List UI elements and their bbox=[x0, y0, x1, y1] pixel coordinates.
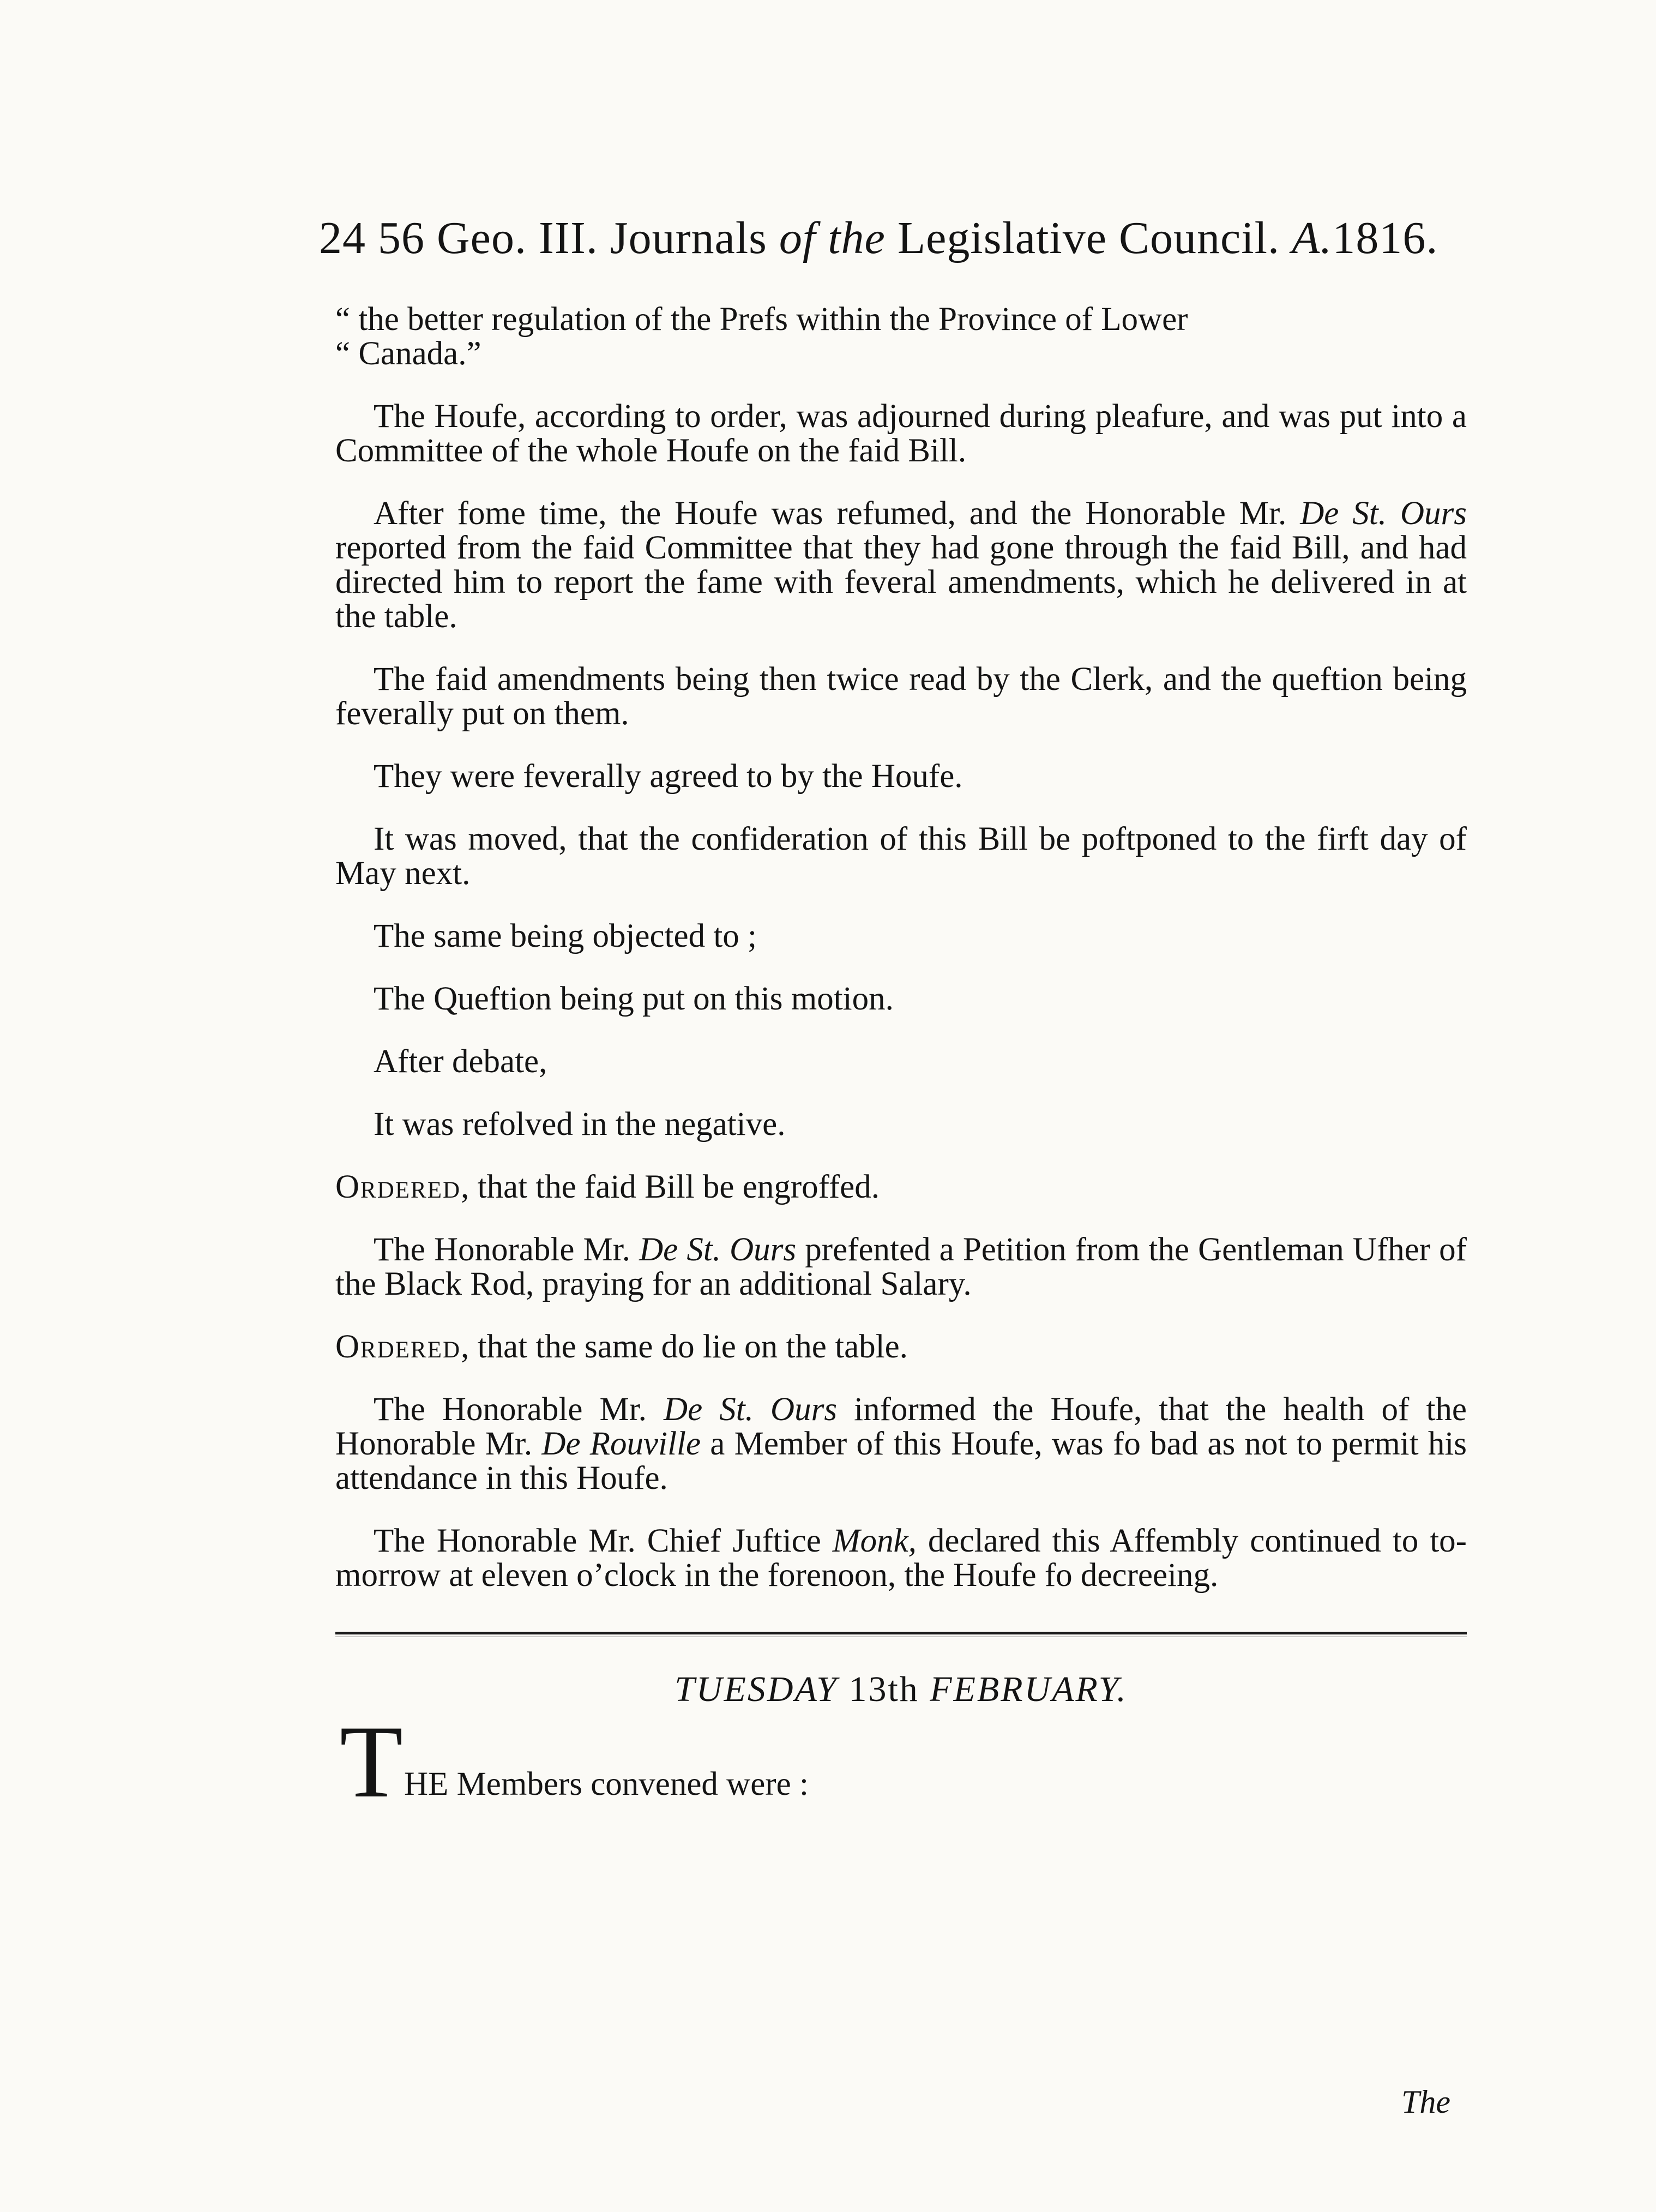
paragraph bbox=[335, 1392, 1467, 1495]
section-divider-rule bbox=[335, 1632, 1467, 1637]
paragraph bbox=[335, 1524, 1467, 1592]
paragraph-text: reported from the faid Committee that they had gone through the faid Bill, and had directed him to report the fame with feveral amendments, which he delivered in at the table. bbox=[335, 530, 1467, 635]
paragraph: The Houfe, according to order, was adjourned during pleafure, and was put into a Committee of the whole Houfe on the faid Bill. bbox=[335, 398, 1467, 469]
order-paragraph bbox=[335, 1330, 1467, 1364]
opening-line bbox=[335, 1705, 1467, 1819]
paragraph-text: a Member of this Houfe, was fo bad as not to permit his attendance in this Houfe. bbox=[335, 1426, 1467, 1496]
page-number: 24 bbox=[319, 213, 366, 263]
paragraph: The same being objected to ; bbox=[374, 918, 757, 954]
year-prefix: A. bbox=[1292, 213, 1333, 263]
paragraph bbox=[335, 496, 1467, 634]
paragraph-text: The Honorable Mr. bbox=[374, 1391, 664, 1428]
journal-title-part2: Legislative Council. bbox=[897, 213, 1292, 263]
date-month: FEBRUARY. bbox=[930, 1669, 1128, 1709]
running-head bbox=[319, 215, 1467, 261]
member-name: De St. Ours bbox=[639, 1231, 797, 1268]
member-name: De St. Ours bbox=[1300, 495, 1467, 532]
paragraph-text: , that the faid Bill be engroffed. bbox=[461, 1169, 880, 1205]
member-name: De St. Ours bbox=[664, 1391, 838, 1428]
opening-text: HE Members convened were : bbox=[404, 1766, 809, 1802]
paragraph-text: After fome time, the Houfe was refumed, and the Honorable Mr. bbox=[374, 495, 1300, 532]
paragraph: It was moved, that the confideration of this Bill be poftponed to the firft day of May next. bbox=[335, 821, 1467, 892]
ordered-label: Ordered bbox=[335, 1329, 461, 1365]
paragraph-text: The Honorable Mr. bbox=[374, 1231, 640, 1268]
paragraph: The faid amendments being then twice read by the Clerk, and the queftion being feverally put on them. bbox=[335, 661, 1467, 732]
order-paragraph bbox=[335, 1170, 1467, 1204]
paragraph: They were feverally agreed to by the Houfe. bbox=[374, 758, 963, 795]
year: 1816. bbox=[1332, 213, 1438, 263]
journal-title-part1: Journals bbox=[610, 213, 779, 263]
member-name: De Rouville bbox=[541, 1426, 701, 1462]
ordered-label: Ordered bbox=[335, 1169, 461, 1205]
paragraph-text: The Honorable Mr. Chief Juftice bbox=[374, 1523, 833, 1559]
drop-cap: T bbox=[340, 1705, 404, 1819]
body-text bbox=[335, 302, 1467, 1592]
paragraph-text: informed the Houfe, that the health of the Honorable Mr. bbox=[335, 1391, 1467, 1462]
paragraph-text: , that the same do lie on the table. bbox=[461, 1329, 908, 1365]
paragraph: The Queftion being put on this motion. bbox=[374, 981, 894, 1017]
quote-line-2: “ Canada.” bbox=[335, 335, 481, 372]
paragraph bbox=[335, 1233, 1467, 1301]
quote-line-1: “ the better regulation of the Prefs within the Province of Lower bbox=[335, 301, 1188, 338]
paragraph-text: prefented a Petition from the Gentleman Ufher of the Black Rod, praying for an additional Salary. bbox=[335, 1231, 1467, 1302]
date-weekday: TUESDAY bbox=[675, 1669, 838, 1709]
paragraph: It was refolved in the negative. bbox=[374, 1106, 786, 1143]
journal-page bbox=[319, 213, 1467, 2120]
regnal-year: 56 Geo. III. bbox=[378, 213, 610, 263]
journal-title-italic: of the bbox=[779, 213, 898, 263]
paragraph-text: declared this Affembly continued to to-morrow at eleven o’clock in the forenoon, the Houfe fo decreeing. bbox=[335, 1523, 1467, 1594]
date-heading bbox=[335, 1669, 1467, 1710]
paragraph-quote bbox=[335, 302, 1467, 371]
date-day: 13th bbox=[848, 1669, 919, 1709]
member-name: Monk, bbox=[832, 1523, 917, 1559]
paragraph: After debate, bbox=[374, 1043, 547, 1080]
catchword: The bbox=[1401, 2084, 1450, 2120]
